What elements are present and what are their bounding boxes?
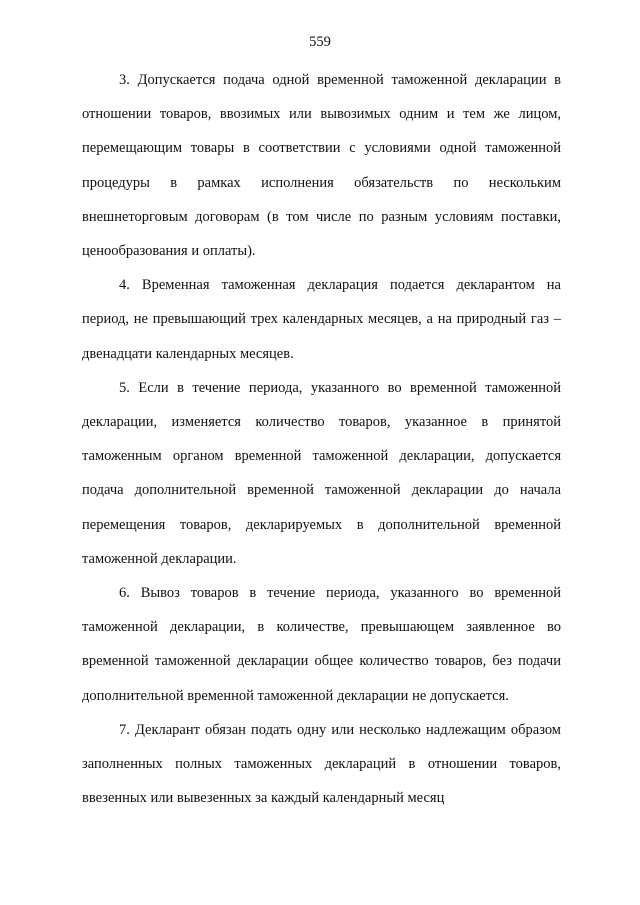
- paragraph-7: 7. Декларант обязан подать одну или несколько надлежащим образом заполненных полных таможенных деклараций в отношении товаров, ввезенных или вывезенных за каждый календарный месяц: [82, 721, 561, 807]
- paragraph-3: 3. Допускается подача одной временной таможенной декларации в отношении товаров, ввозимых или вывозимых одним и тем же лицом, перемещающим товары в соответствии с условиями одной таможенной процедуры в рамках исполнения обязательств по нескольким внешнеторговым договорам (в том числе по разным условиям поставки, ценообразования и оплаты).: [82, 72, 561, 260]
- paragraph-6: 6. Вывоз товаров в течение периода, указанного во временной таможенной декларации, в количестве, превышающем заявленное во временной таможенной декларации общее количество товаров, без подачи дополнительной временной таможенной декларации не допускается.: [82, 585, 561, 704]
- page-number: 559: [309, 34, 331, 50]
- document-body: [82, 63, 561, 815]
- paragraph-4: 4. Временная таможенная декларация подается декларантом на период, не превышающий трех календарных месяцев, а на природный газ – двенадцати календарных месяцев.: [82, 277, 561, 362]
- paragraph-5: 5. Если в течение периода, указанного во временной таможенной декларации, изменяется количество товаров, указанное в принятой таможенным органом временной таможенной декларации, допускается подача дополнительной временной таможенной декларации до начала перемещения товаров, декларируемых в дополнительной временной таможенной декларации.: [82, 379, 561, 567]
